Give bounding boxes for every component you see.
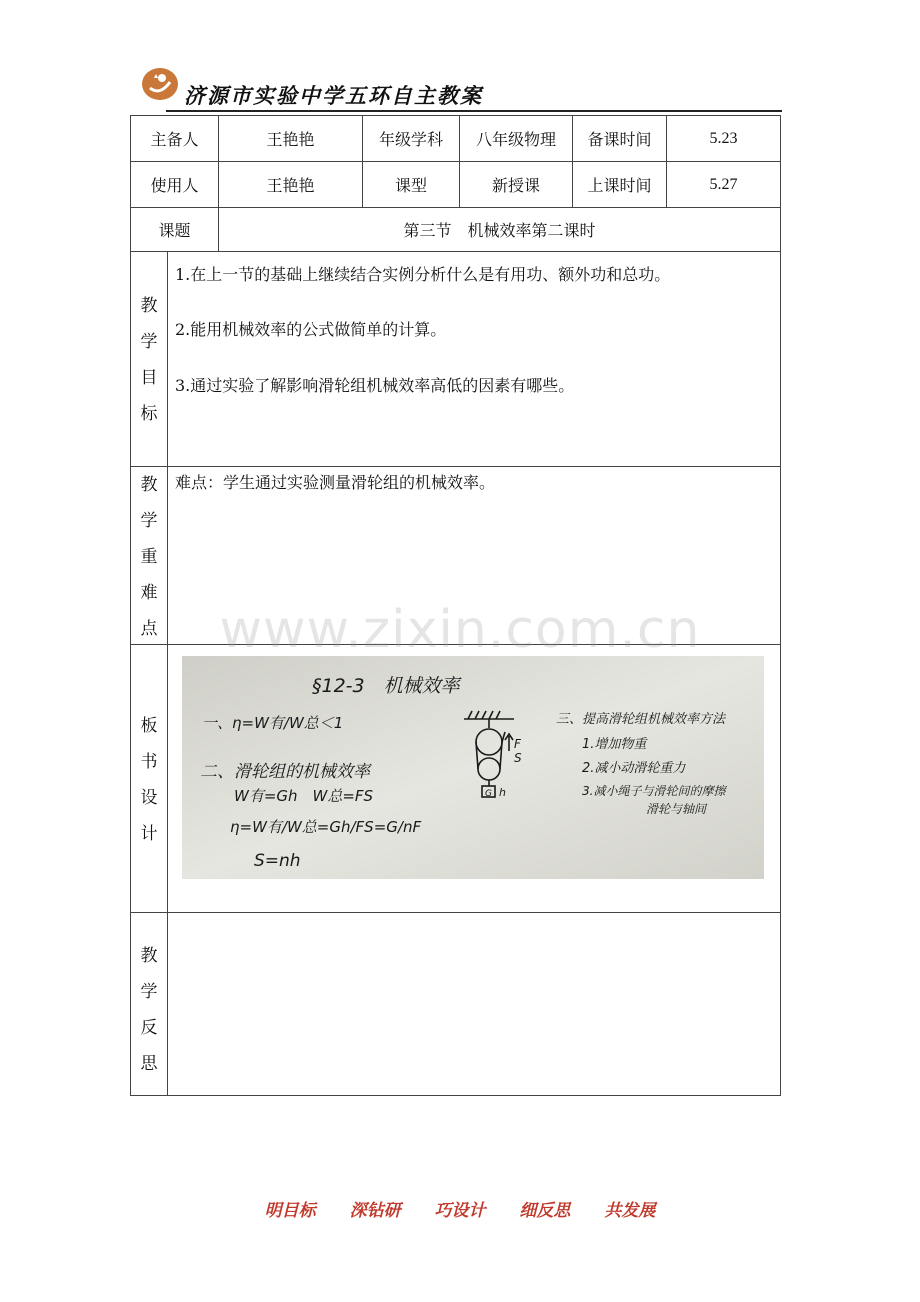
user-value: 王艳艳 bbox=[266, 176, 315, 195]
col-divider bbox=[167, 251, 168, 1096]
board-label-char: 设 bbox=[140, 788, 158, 808]
class-time-value: 5.27 bbox=[709, 175, 738, 193]
photo-line5: S=nh bbox=[254, 851, 301, 871]
goals-label bbox=[131, 290, 167, 430]
lesson-type-label: 课型 bbox=[394, 176, 427, 195]
photo-right3: 3.减小绳子与滑轮间的摩擦 bbox=[582, 784, 726, 798]
user-label: 使用人 bbox=[150, 176, 199, 195]
key-points-text: 难点：学生通过实验测量滑轮组的机械效率。 bbox=[175, 473, 496, 492]
photo-line2: 二、滑轮组的机械效率 bbox=[200, 762, 370, 782]
board-label-char: 计 bbox=[140, 824, 158, 844]
photo-right4: 滑轮与轴间 bbox=[646, 802, 707, 816]
board-label-char: 书 bbox=[140, 752, 158, 772]
goals-label-char: 学 bbox=[140, 332, 158, 352]
reflection-label-char: 反 bbox=[140, 1018, 158, 1038]
row-divider bbox=[130, 912, 781, 913]
motto-item: 明目标 bbox=[264, 1201, 316, 1221]
goal-item: 1.在上一节的基础上继续结合实例分析什么是有用功、额外功和总功。 bbox=[175, 265, 671, 284]
goal-item: 2.能用机械效率的公式做简单的计算。 bbox=[175, 320, 447, 339]
goals-label-char: 标 bbox=[140, 404, 158, 424]
row-divider bbox=[130, 466, 781, 467]
lesson-type-value: 新授课 bbox=[491, 176, 540, 195]
key-points-label-char: 重 bbox=[140, 547, 158, 567]
grade-subject-value: 八年级物理 bbox=[475, 130, 556, 149]
goals-label-char: 目 bbox=[140, 368, 158, 388]
motto-item: 深钻研 bbox=[349, 1201, 401, 1221]
motto-item: 巧设计 bbox=[434, 1201, 486, 1221]
topic-label: 课题 bbox=[158, 221, 191, 240]
page-header bbox=[140, 66, 780, 114]
watermark: www.zixin.com.cn bbox=[219, 600, 701, 660]
photo-line1: 一、η=W有/W总＜1 bbox=[202, 714, 344, 732]
photo-title: §12-3 机械效率 bbox=[312, 675, 460, 697]
reflection-label-char: 教 bbox=[140, 946, 158, 966]
prep-time-value: 5.23 bbox=[709, 129, 738, 147]
motto-item: 共发展 bbox=[604, 1201, 656, 1221]
grade-subject-label: 年级学科 bbox=[378, 130, 443, 149]
photo-right1: 1.增加物重 bbox=[582, 737, 647, 752]
class-time-label: 上课时间 bbox=[587, 176, 652, 195]
photo-right2: 2.减小动滑轮重力 bbox=[582, 761, 686, 776]
pulley-label-f: F bbox=[514, 737, 521, 751]
pulley-label-g: G bbox=[485, 789, 492, 799]
footer-motto bbox=[0, 1196, 920, 1221]
pulley-label-s: S bbox=[514, 751, 522, 765]
topic-value: 第三节 机械效率第二课时 bbox=[403, 221, 596, 240]
photo-right-title: 三、提高滑轮组机械效率方法 bbox=[556, 712, 726, 727]
preparer-label: 主备人 bbox=[150, 130, 199, 149]
board-design-label bbox=[131, 710, 167, 850]
photo-line4: η=W有/W总=Gh/FS=G/nF bbox=[230, 818, 422, 836]
photo-line3: W有=Gh W总=FS bbox=[234, 787, 374, 805]
board-label-char: 板 bbox=[140, 716, 158, 736]
reflection-label bbox=[131, 935, 167, 1085]
key-points-label-char: 教 bbox=[140, 475, 158, 495]
school-logo-icon bbox=[140, 66, 180, 102]
motto-item: 细反思 bbox=[519, 1201, 571, 1221]
key-points-label-char: 难 bbox=[140, 583, 158, 603]
goals-label-char: 教 bbox=[140, 296, 158, 316]
reflection-label-char: 学 bbox=[140, 982, 158, 1002]
school-title: 济源市实验中学五环自主教案 bbox=[184, 83, 483, 108]
goal-item: 3.通过实验了解影响滑轮组机械效率高低的因素有哪些。 bbox=[175, 376, 575, 395]
prep-time-label: 备课时间 bbox=[587, 130, 652, 149]
key-points-label-char: 点 bbox=[140, 619, 158, 639]
preparer-value: 王艳艳 bbox=[266, 130, 315, 149]
reflection-label-char: 思 bbox=[140, 1054, 158, 1074]
header-rule bbox=[166, 110, 782, 112]
key-points-label-char: 学 bbox=[140, 511, 158, 531]
pulley-label-h: h bbox=[499, 786, 506, 799]
board-sketch bbox=[182, 656, 764, 879]
board-photo bbox=[182, 656, 764, 879]
row-divider bbox=[130, 251, 781, 252]
